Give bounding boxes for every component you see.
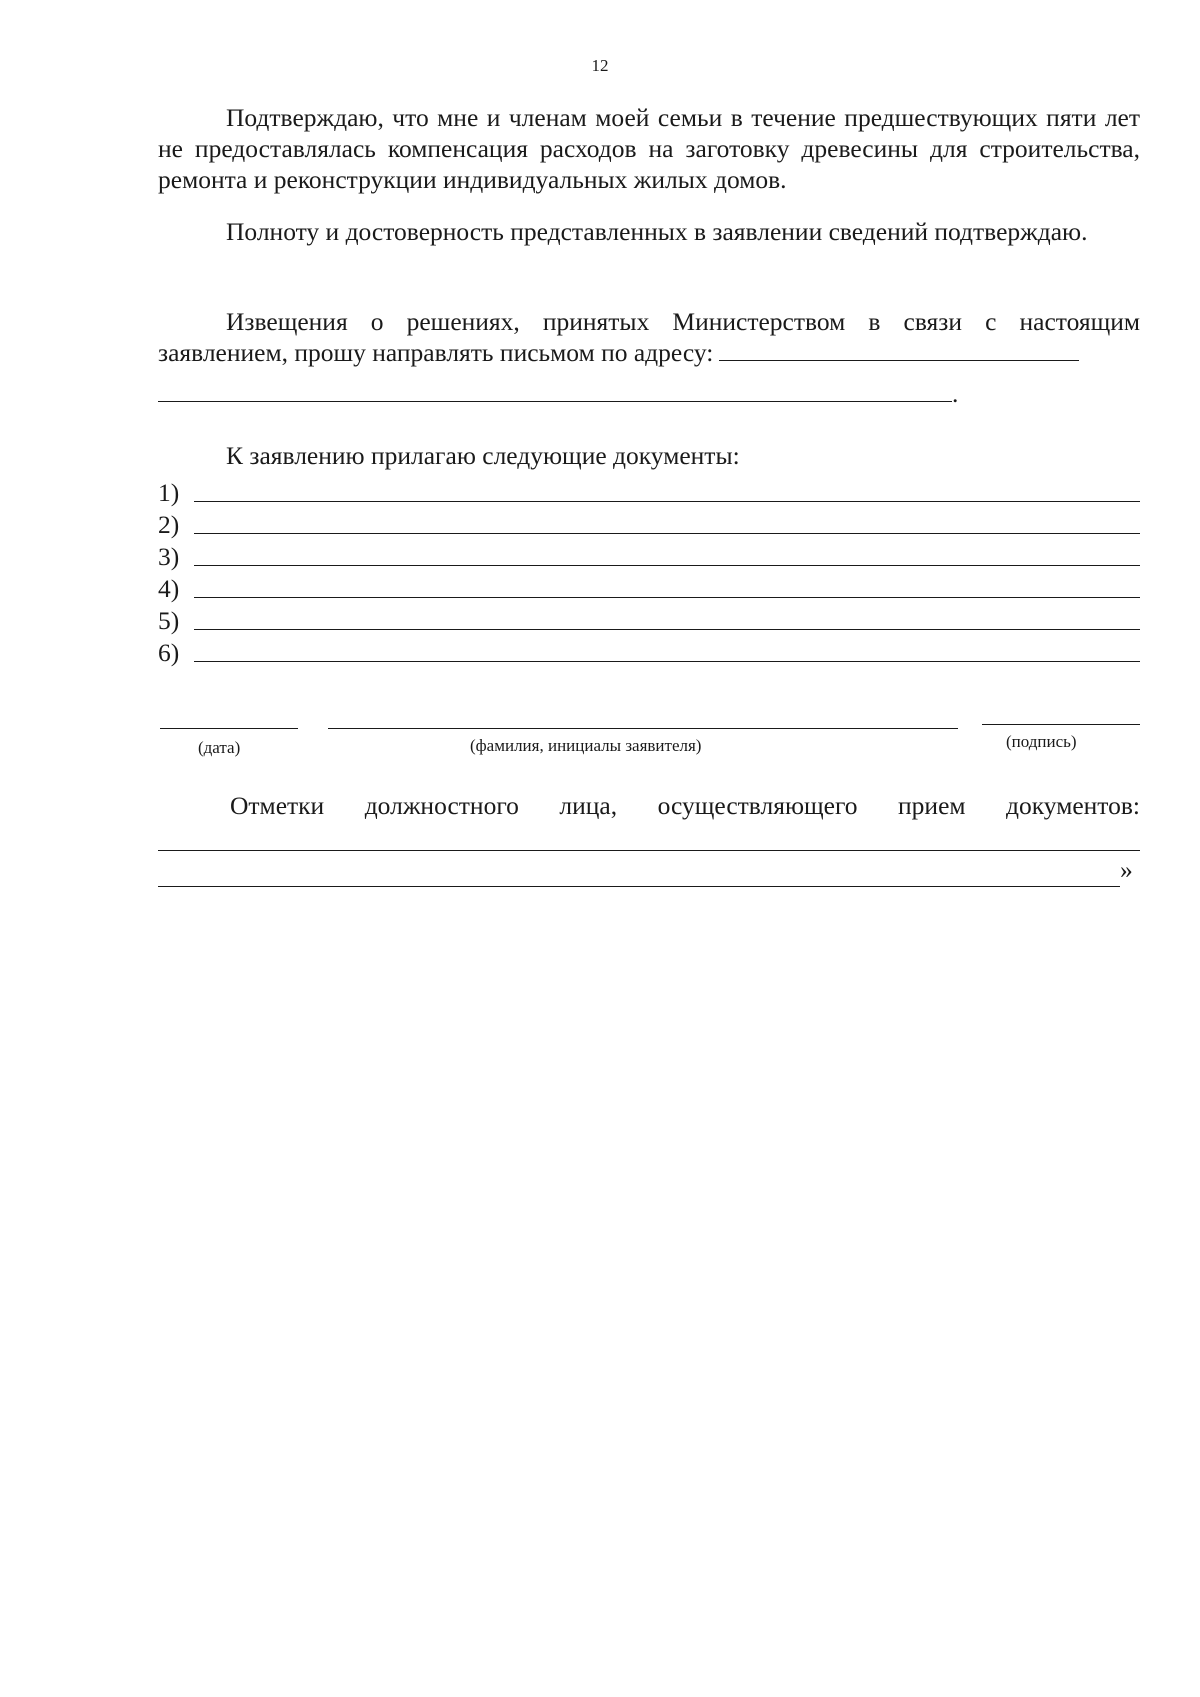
attachment-item	[158, 476, 1140, 508]
officer-word: Отметки	[230, 791, 325, 820]
address-field-line-2[interactable]	[158, 379, 952, 402]
attachment-field[interactable]	[194, 607, 1140, 630]
attachment-item	[158, 572, 1140, 604]
attachments-heading: К заявлению прилагаю следующие документы:	[226, 441, 740, 470]
attachment-number: 6)	[158, 638, 180, 667]
attachment-number: 2)	[158, 510, 180, 539]
attachment-number: 1)	[158, 478, 180, 507]
date-caption: (дата)	[198, 738, 241, 757]
attachment-number: 5)	[158, 606, 180, 635]
attachments-list	[158, 476, 1140, 668]
page-number: 12	[591, 56, 609, 75]
attachment-item	[158, 508, 1140, 540]
attachment-field[interactable]	[194, 543, 1140, 566]
date-field-line[interactable]	[160, 728, 298, 729]
attachment-field[interactable]	[194, 479, 1140, 502]
officer-notes-field-line-2[interactable]	[158, 886, 1120, 887]
confirm-no-compensation-paragraph: Подтверждаю, что мне и членам моей семьи в течение предшествующих пяти лет не предоставлялась компенсация расходов на заготовку древесины для строительства, ремонта и реконструкции индивидуальных жилых домов.	[158, 103, 1140, 194]
signature-caption: (подпись)	[1006, 732, 1077, 751]
attachment-number: 4)	[158, 574, 180, 603]
attachment-field[interactable]	[194, 575, 1140, 598]
applicant-name-field-line[interactable]	[328, 728, 958, 729]
officer-word: прием	[898, 791, 966, 820]
attachment-field[interactable]	[194, 511, 1140, 534]
address-end-period: .	[952, 379, 959, 408]
closing-quote: »	[1120, 855, 1133, 884]
officer-word: должностного	[364, 791, 519, 820]
notices-address-text: Извещения о решениях, принятых Министерством в связи с настоящим заявлением, прошу направлять письмом по адресу:	[158, 307, 1140, 367]
signature-field-line[interactable]	[982, 724, 1140, 725]
officer-word: осуществляющего	[657, 791, 858, 820]
attachment-number: 3)	[158, 542, 180, 571]
officer-word: документов:	[1006, 791, 1140, 820]
attachment-item	[158, 636, 1140, 668]
confirm-accuracy-paragraph: Полноту и достоверность представленных в заявлении сведений подтверждаю.	[226, 217, 1088, 246]
notices-address-paragraph	[158, 306, 1140, 368]
officer-notes-field-line-1[interactable]	[158, 850, 1140, 851]
officer-word: лица,	[559, 791, 618, 820]
address-field-line-1[interactable]	[719, 340, 1079, 361]
address-field-row-2	[158, 378, 1140, 409]
officer-notes-heading	[230, 790, 1140, 821]
attachment-field[interactable]	[194, 639, 1140, 662]
attachment-item	[158, 604, 1140, 636]
applicant-name-caption: (фамилия, инициалы заявителя)	[470, 736, 702, 755]
attachment-item	[158, 540, 1140, 572]
